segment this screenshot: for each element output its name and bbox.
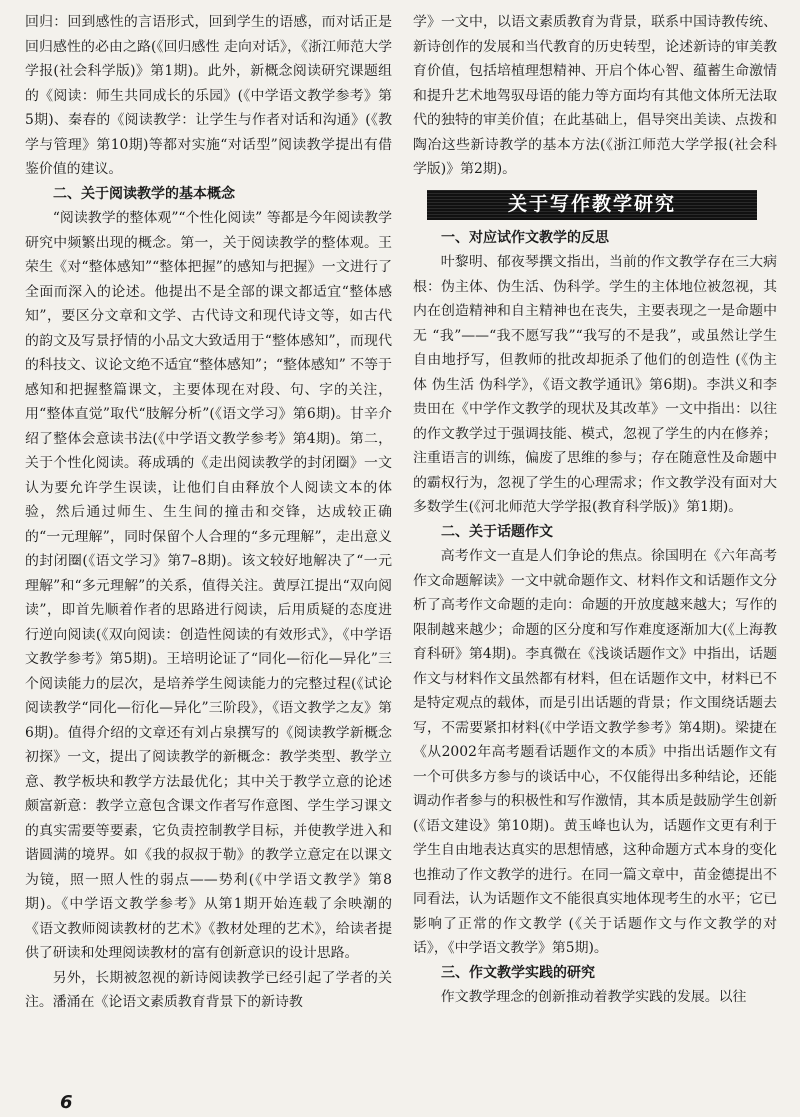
paragraph: “阅读教学的整体观”“个性化阅读” 等都是今年阅读教学研究中频繁出现的概念。第一，关于阅读教学的整体观。王荣生《对“整体感知”“整体把握”的感知与把握》一文进行了全面而深入的论述。他提出不是全部的课文都适宜“整体感知”，要区分文章和文学、古代诗文和现代诗文等，如古代的韵文及写景抒情的小品文大致适用于“整体感知”，而现代的科技文、议论文绝不适宜“整体感知”；“整体感知” 不等于感知和把握整篇课文，主要体现在对段、句、字的关注，用“整体直觉”取代“肢解分析”(《语文学习》第6期)。甘辛介绍了整体会意读书法(《中学语文教学参考》第4期)。第二，关于个性化阅读。蒋成瑀的《走出阅读教学的封闭圈》一文认为要允许学生误读，让他们自由释放个人阅读文本的体验，然后通过师生、生生间的撞击和交锋，达成较正确的“一元理解”，同时保留个人合理的“多元理解”，走出意义的封闭圈(《语文学习》第7–8期)。该文较好地解决了“一元理解”和“多元理解”的关系，值得关注。黄厚江提出“双向阅读”，即首先顺着作者的思路进行阅读，后用质疑的态度进行逆向阅读(《双向阅读：创造性阅读的有效形式》，《中学语文教学参考》第5期)。王培明论证了“同化—衍化—异化”三个阅读能力的层次，是培养学生阅读能力的完整过程(《试论阅读教学“同化—衍化—异化”三阶段》，《语文教学之友》第6期)。值得介绍的文章还有刘占泉撰写的《阅读教学新概念初探》一文，提出了阅读教学的新概念：教学类型、教学立意、教学板块和教学方法最优化；其中关于教学立意的论述颇富新意：教学立意包含课文作者写作意图、学生学习课文的真实需要等要素，它负责控制教学目标，并使教学进入和谐圆满的境界。如《我的叔叔于勒》的教学立意定在以课文为镜，照一照人性的弱点——势利(《中学语文教学》第8期)。《中学语文教学参考》从第1期开始连载了余映潮的《语文教师阅读教材的艺术》《教材处理的艺术》，给读者提供了研读和处理阅读教材的富有创新意识的设计思路。 [25, 210, 392, 961]
section-heading: 二、关于话题作文 [441, 523, 553, 540]
banner-title: 关于写作教学研究 [507, 193, 676, 216]
right-column [413, 10, 777, 1010]
page-number: 6 [60, 1092, 73, 1113]
paragraph: 回归：回到感性的言语形式，回到学生的语感，而对话正是回归感性的必由之路(《回归感性 走向对话》，《浙江师范大学学报(社会科学版)》第1期)。此外，新概念阅读研究课题组的《阅读：师生共同成长的乐园》(《中学语文教学参考》第5期)、秦春的《阅读教学：让学生与作者对话和沟通》(《教学与管理》第10期)等都对实施“对话型”阅读教学提出有借鉴价值的建议。 [25, 14, 392, 177]
paragraph: 叶黎明、郁夜琴撰文指出，当前的作文教学存在三大病根：伪主体、伪生活、伪科学。学生的主体地位被忽视，其内在创造精神和自主精神也在丧失，主要表现之一是命题中无 “我”——“我不愿写我”“我写的不是我”，或虽然让学生自由地抒写，但教师的批改却扼杀了他们的创造性 (《伪主体 伪生活 伪科学》，《语文教学通讯》第6期)。李洪义和李贵田在《中学作文教学的现状及其改革》一文中指出：以往的作文教学过于强调技能、模式，忽视了学生的内在修养；注重语言的训练，偏废了思维的参与；存在随意性及命题中的霸权行为，忽视了学生的心理需求；作文教学没有面对大多数学生(《河北师范大学学报(教育科学版)》第1期)。 [413, 254, 777, 515]
paragraph: 另外，长期被忽视的新诗阅读教学已经引起了学者的关注。潘涌在《论语文素质教育背景下的新诗教 [25, 969, 392, 1010]
paragraph: 作文教学理念的创新推动着教学实践的发展。以往 [440, 989, 747, 1005]
paragraph: 高考作文一直是人们争论的焦点。徐国明在《六年高考作文命题解读》一文中就命题作文、材料作文和话题作文分析了高考作文命题的走向：命题的开放度越来越大；写作的限制越来越少；命题的区分度和写作难度逐渐加大(《上海教育科研》第4期)。李真微在《浅谈话题作文》中指出，话题作文与材料作文虽然都有材料，但在话题作文中，材料已不是特定观点的载体，而是引出话题的背景；作文围绕话题去写，不需要紧扣材料(《中学语文教学参考》第4期)。梁捷在《从2002年高考题看话题作文的本质》中指出话题作文有一个可供多方参与的谈话中心，不仅能得出多种结论，还能调动作者参与的积极性和写作激情，其本质是鼓励学生创新(《语文建设》第10期)。黄玉峰也认为，话题作文更有利于学生自由地表达真实的思想情感，这种命题方式本身的变化也推动了作文教学的进行。在同一篇文章中，苗金德提出不同看法，认为话题作文不能很真实地体现考生的水平；它已影响了正常的作文教学 (《关于话题作文与作文教学的对话》，《中学语文教学》第5期)。 [413, 548, 777, 956]
left-column [25, 10, 392, 1015]
paragraph: 学》一文中，以语文素质教育为背景，联系中国诗教传统、新诗创作的发展和当代教育的历史转型，论述新诗的审美教育价值，包括培植理想精神、开启个体心智、蕴蓄生命激情和提升艺术地驾驭母语的能力等方面均有其他文体所无法取代的独特的审美价值；在此基础上，倡导突出美读、点拨和陶冶这些新诗教学的基本方法(《浙江师范大学学报(社会科学版)》第2期)。 [413, 14, 777, 177]
section-heading: 一、对应试作文教学的反思 [441, 229, 609, 246]
section-banner [427, 190, 757, 220]
section-heading: 二、关于阅读教学的基本概念 [53, 185, 235, 202]
section-heading: 三、作文教学实践的研究 [441, 964, 595, 981]
